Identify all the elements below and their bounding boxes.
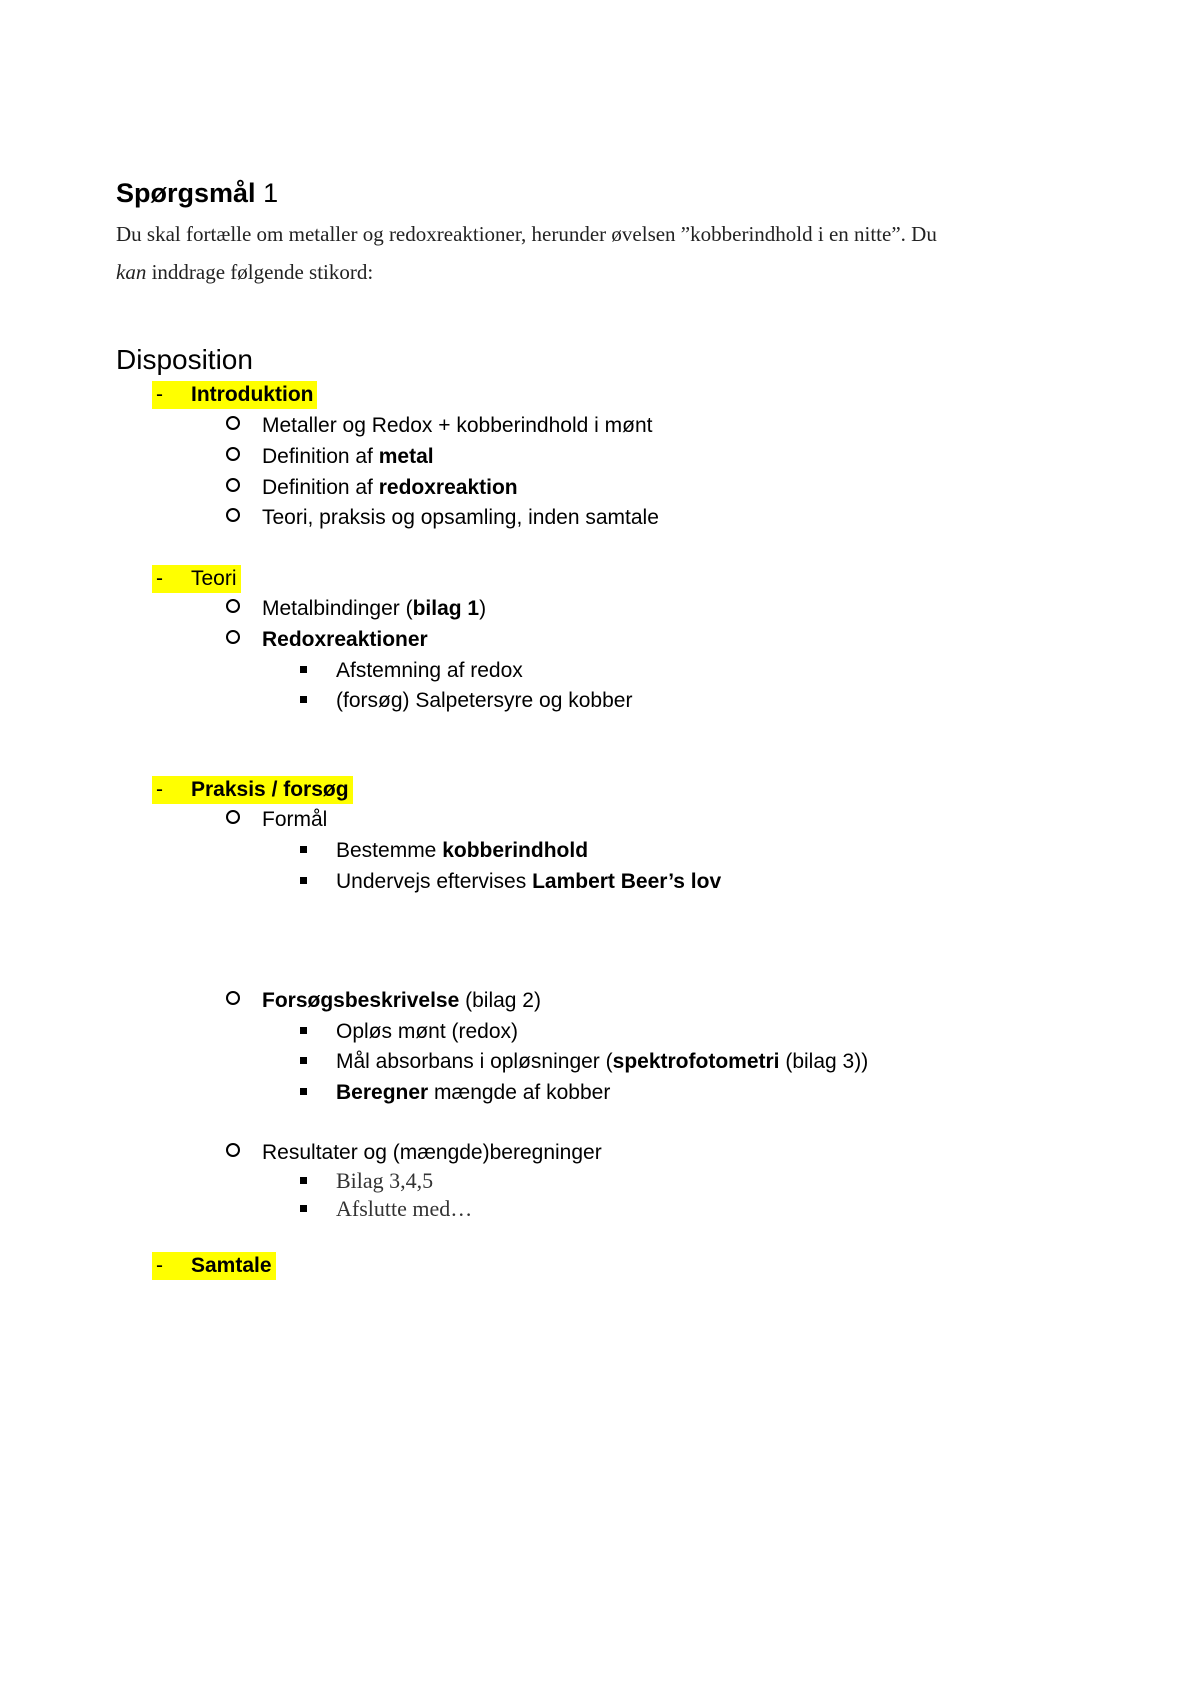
- question-heading: Spørgsmål 1: [116, 178, 279, 208]
- dash-marker: -: [156, 383, 163, 406]
- section-label: Teori: [191, 567, 237, 590]
- square-bullet-icon: [300, 1027, 307, 1034]
- circle-bullet-icon: [226, 991, 240, 1005]
- sub-list-item: Bilag 3,4,5: [300, 1170, 433, 1192]
- section-label: Introduktion: [191, 383, 314, 406]
- circle-bullet-icon: [226, 810, 240, 824]
- section-teori: [152, 568, 241, 589]
- circle-bullet-icon: [226, 1143, 240, 1157]
- list-item: Definition af redoxreaktion: [226, 477, 518, 498]
- list-item: Formål: [226, 809, 327, 830]
- square-bullet-icon: [300, 1088, 307, 1095]
- square-bullet-icon: [300, 846, 307, 853]
- section-introduktion: [152, 384, 317, 405]
- list-item: Redoxreaktioner: [226, 629, 428, 650]
- disposition-heading: Disposition: [116, 344, 253, 375]
- section-praksis: [152, 779, 353, 800]
- intro-line-1: Du skal fortælle om metaller og redoxreaktioner, herunder øvelsen ”kobberindhold i en nitte”. Du: [116, 222, 937, 246]
- square-bullet-icon: [300, 696, 307, 703]
- dash-marker: -: [156, 567, 163, 590]
- dash-marker: -: [156, 1254, 163, 1277]
- sub-list-item: Beregner mængde af kobber: [300, 1082, 610, 1103]
- circle-bullet-icon: [226, 599, 240, 613]
- section-label: Praksis / forsøg: [191, 778, 349, 801]
- intro-line-2: kan inddrage følgende stikord:: [116, 260, 374, 284]
- square-bullet-icon: [300, 1177, 307, 1184]
- dash-marker: -: [156, 778, 163, 801]
- list-item: Metalbindinger (bilag 1): [226, 598, 486, 619]
- section-label: Samtale: [191, 1254, 272, 1277]
- sub-list-item: (forsøg) Salpetersyre og kobber: [300, 690, 632, 711]
- list-item: Metaller og Redox + kobberindhold i mønt: [226, 415, 652, 436]
- list-item: Resultater og (mængde)beregninger: [226, 1142, 602, 1163]
- circle-bullet-icon: [226, 416, 240, 430]
- list-item: Definition af metal: [226, 446, 434, 467]
- list-item: Forsøgsbeskrivelse (bilag 2): [226, 990, 541, 1011]
- square-bullet-icon: [300, 1205, 307, 1212]
- square-bullet-icon: [300, 666, 307, 673]
- circle-bullet-icon: [226, 508, 240, 522]
- sub-list-item: Bestemme kobberindhold: [300, 840, 588, 861]
- sub-list-item: Afslutte med…: [300, 1198, 472, 1220]
- square-bullet-icon: [300, 877, 307, 884]
- circle-bullet-icon: [226, 447, 240, 461]
- sub-list-item: Afstemning af redox: [300, 660, 523, 681]
- circle-bullet-icon: [226, 630, 240, 644]
- sub-list-item: Undervejs eftervises Lambert Beer’s lov: [300, 871, 721, 892]
- sub-list-item: Opløs mønt (redox): [300, 1021, 518, 1042]
- sub-list-item: Mål absorbans i opløsninger (spektrofotometri (bilag 3)): [300, 1051, 868, 1072]
- square-bullet-icon: [300, 1057, 307, 1064]
- list-item: Teori, praksis og opsamling, inden samtale: [226, 507, 659, 528]
- circle-bullet-icon: [226, 478, 240, 492]
- section-samtale: [152, 1255, 276, 1276]
